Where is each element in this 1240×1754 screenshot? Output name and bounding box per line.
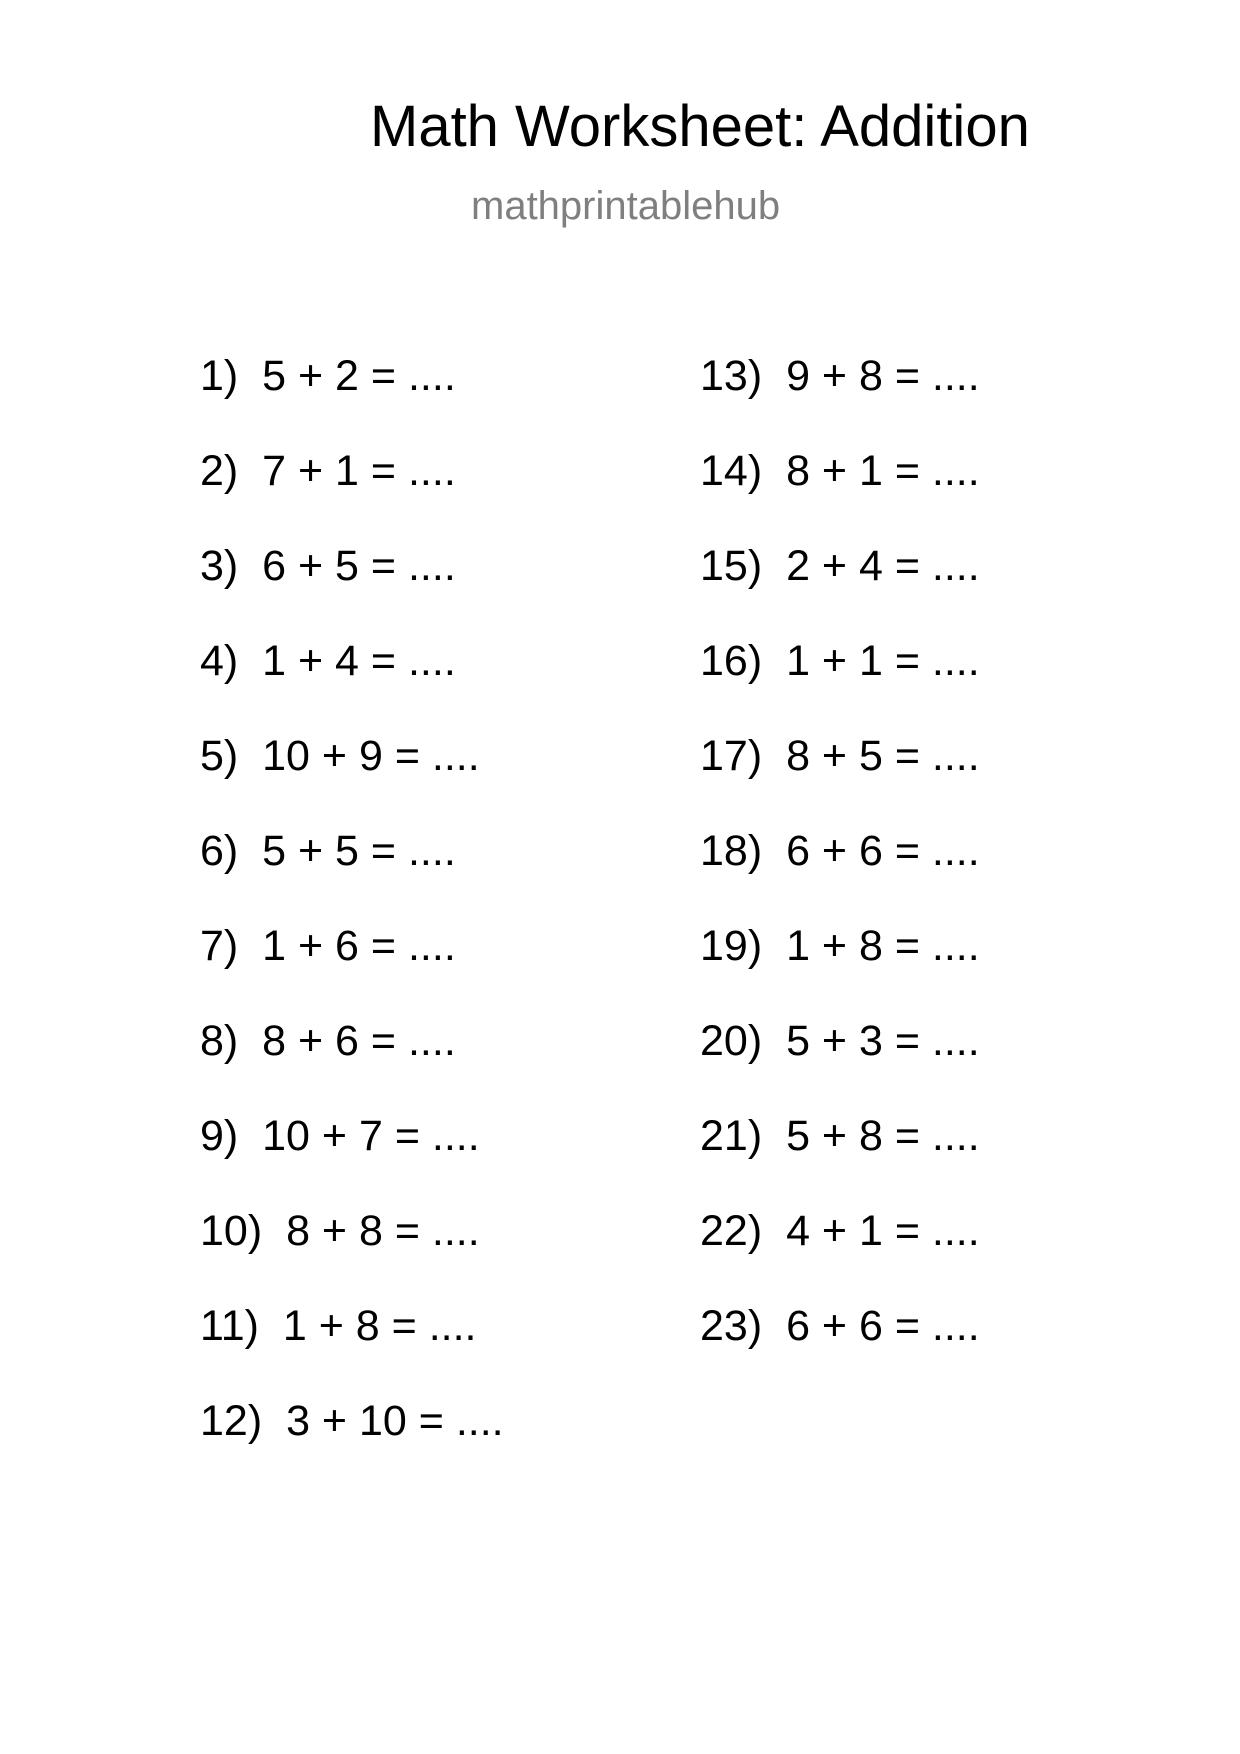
problem-item — [200, 1207, 504, 1302]
problem-item — [700, 1207, 980, 1302]
problem-expression: 8 + 6 = .... — [262, 1017, 456, 1065]
problem-expression: 5 + 2 = .... — [262, 352, 456, 400]
problem-item — [200, 827, 504, 922]
problem-item — [200, 352, 504, 447]
problem-item — [700, 1112, 980, 1207]
problem-expression: 8 + 5 = .... — [786, 732, 980, 780]
problem-column-left — [200, 352, 504, 1492]
problem-number: 16) — [700, 637, 763, 685]
problem-number: 9) — [200, 1112, 239, 1160]
problem-number: 8) — [200, 1017, 239, 1065]
problem-item — [700, 1302, 980, 1397]
problem-expression: 3 + 10 = .... — [286, 1397, 504, 1445]
problem-item — [700, 732, 980, 827]
problem-item — [200, 922, 504, 1017]
problem-number: 12) — [200, 1397, 263, 1445]
page-subtitle: mathprintablehub — [471, 184, 781, 228]
problem-item — [200, 1397, 504, 1492]
problem-item — [200, 1302, 504, 1397]
problem-number: 13) — [700, 352, 763, 400]
problem-expression: 6 + 6 = .... — [786, 827, 980, 875]
problem-expression: 2 + 4 = .... — [786, 542, 980, 590]
problem-expression: 9 + 8 = .... — [786, 352, 980, 400]
problem-number: 17) — [700, 732, 763, 780]
problem-expression: 6 + 6 = .... — [786, 1302, 980, 1350]
problem-number: 11) — [200, 1302, 259, 1350]
page-title: Math Worksheet: Addition — [370, 94, 1030, 159]
problem-number: 21) — [700, 1112, 763, 1160]
problem-expression: 8 + 8 = .... — [286, 1207, 480, 1255]
problem-number: 1) — [200, 352, 239, 400]
problem-item — [700, 447, 980, 542]
problem-expression: 10 + 9 = .... — [262, 732, 480, 780]
problem-item — [700, 542, 980, 637]
problem-number: 14) — [700, 447, 763, 495]
problem-expression: 1 + 6 = .... — [262, 922, 456, 970]
problem-expression: 1 + 8 = .... — [282, 1302, 477, 1350]
problem-number: 6) — [200, 827, 239, 875]
problem-expression: 1 + 4 = .... — [262, 637, 456, 685]
problem-expression: 5 + 8 = .... — [786, 1112, 980, 1160]
problem-item — [700, 922, 980, 1017]
problem-number: 5) — [200, 732, 239, 780]
problem-number: 18) — [700, 827, 763, 875]
problem-expression: 1 + 1 = .... — [786, 637, 980, 685]
problem-number: 20) — [700, 1017, 763, 1065]
problem-expression: 10 + 7 = .... — [262, 1112, 480, 1160]
problem-item — [200, 637, 504, 732]
problem-number: 22) — [700, 1207, 763, 1255]
problem-number: 10) — [200, 1207, 263, 1255]
problem-item — [700, 827, 980, 922]
problem-number: 4) — [200, 637, 239, 685]
problem-expression: 1 + 8 = .... — [786, 922, 980, 970]
problem-item — [200, 447, 504, 542]
problem-number: 3) — [200, 542, 239, 590]
problem-expression: 5 + 5 = .... — [262, 827, 456, 875]
problem-expression: 4 + 1 = .... — [786, 1207, 980, 1255]
problem-item — [700, 637, 980, 732]
problem-expression: 7 + 1 = .... — [262, 447, 456, 495]
problem-item — [200, 732, 504, 827]
problem-item — [200, 542, 504, 637]
problem-number: 2) — [200, 447, 239, 495]
problem-number: 19) — [700, 922, 763, 970]
problem-number: 23) — [700, 1302, 763, 1350]
problem-expression: 5 + 3 = .... — [786, 1017, 980, 1065]
problem-item — [700, 352, 980, 447]
problem-number: 7) — [200, 922, 239, 970]
problem-expression: 6 + 5 = .... — [262, 542, 456, 590]
problem-number: 15) — [700, 542, 763, 590]
problem-column-right — [700, 352, 980, 1397]
problem-item — [700, 1017, 980, 1112]
problem-expression: 8 + 1 = .... — [786, 447, 980, 495]
problem-item — [200, 1112, 504, 1207]
problem-item — [200, 1017, 504, 1112]
